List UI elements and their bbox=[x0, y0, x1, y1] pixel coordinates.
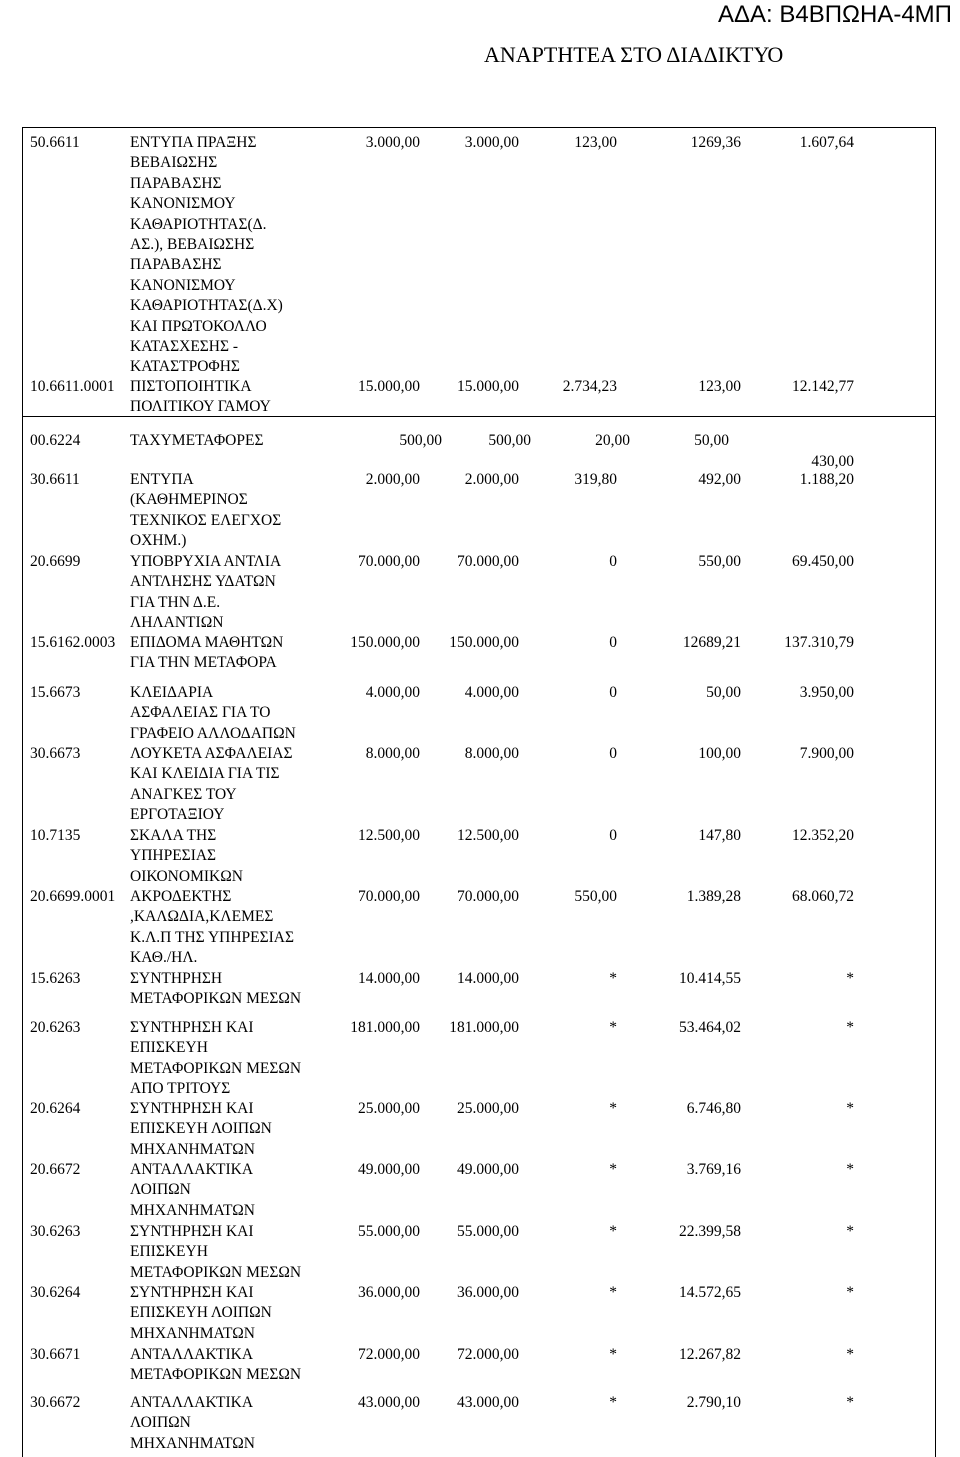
row-amount-v1: 36.000,00 bbox=[358, 1284, 420, 1301]
row-description-line: Κ.Λ.Π ΤΗΣ ΥΠΗΡΕΣΙΑΣ bbox=[130, 928, 295, 946]
row-description-line: ΟΙΚΟΝΟΜΙΚΩΝ bbox=[130, 867, 243, 885]
row-amount-v5: * bbox=[846, 1100, 854, 1117]
row-amount-v5: * bbox=[846, 1394, 854, 1411]
row-amount-v1: 70.000,00 bbox=[358, 888, 420, 905]
row-description-line: ΚΑΝΟΝΙΣΜΟΥ bbox=[130, 276, 236, 294]
row-amount-v1: 2.000,00 bbox=[365, 471, 420, 488]
row-description-line: ΕΝΤΥΠΑ bbox=[130, 471, 194, 488]
row-amount-v4: 10.414,55 bbox=[679, 970, 741, 987]
row-description-line: ΣΥΝΤΗΡΗΣΗ ΚΑΙ bbox=[130, 1019, 254, 1036]
row-description-line: ΟΧΗΜ.) bbox=[130, 532, 187, 550]
row-amount-v1: 12.500,00 bbox=[358, 827, 420, 844]
row-amount-v3: 2.734,23 bbox=[562, 378, 617, 395]
row-description-line: ΚΑΙ ΠΡΩΤΟΚΟΛΛΟ bbox=[130, 317, 267, 335]
row-amount-v5: 12.142,77 bbox=[792, 378, 854, 395]
row-code: 30.6264 bbox=[30, 1284, 81, 1301]
row-amount-v1: 500,00 bbox=[399, 432, 442, 449]
row-description-line: ΛΟΥΚΕΤΑ ΑΣΦΑΛΕΙΑΣ bbox=[130, 745, 293, 762]
row-code: 15.6673 bbox=[30, 684, 81, 701]
row-description-line: ΜΕΤΑΦΟΡΙΚΩΝ ΜΕΣΩΝ bbox=[130, 1263, 302, 1281]
row-amount-v2: 25.000,00 bbox=[457, 1100, 519, 1117]
row-description-line: ΜΗΧΑΝΗΜΑΤΩΝ bbox=[130, 1324, 255, 1342]
row-amount-v3: 0 bbox=[609, 745, 617, 762]
row-code: 20.6699 bbox=[30, 553, 81, 570]
row-description-line: ΜΗΧΑΝΗΜΑΤΩΝ bbox=[130, 1140, 255, 1158]
row-description-line: ΣΥΝΤΗΡΗΣΗ bbox=[130, 970, 223, 987]
row-amount-v1: 15.000,00 bbox=[358, 378, 420, 395]
row-code: 20.6699.0001 bbox=[30, 888, 116, 905]
row-amount-v5: * bbox=[846, 1019, 854, 1036]
row-code: 20.6672 bbox=[30, 1161, 81, 1178]
row-description-line: ΣΥΝΤΗΡΗΣΗ ΚΑΙ bbox=[130, 1100, 254, 1117]
row-description-line: ΠΟΛΙΤΙΚΟΥ ΓΑΜΟΥ bbox=[130, 398, 271, 416]
row-amount-v2: 15.000,00 bbox=[457, 378, 519, 395]
row-amount-v1: 55.000,00 bbox=[358, 1223, 420, 1240]
row-amount-v2: 8.000,00 bbox=[464, 745, 519, 762]
row-description-line: ΚΑΘΑΡΙΟΤΗΤΑΣ(Δ. bbox=[130, 215, 267, 233]
row-code: 30.6263 bbox=[30, 1223, 81, 1240]
row-amount-v3: 0 bbox=[609, 553, 617, 570]
row-amount-v4: 2.790,10 bbox=[686, 1394, 741, 1411]
row-amount-v4: 1269,36 bbox=[690, 134, 741, 151]
row-amount-v1: 72.000,00 bbox=[358, 1346, 420, 1363]
row-amount-v3: 20,00 bbox=[595, 432, 630, 449]
row-amount-v5: 3.950,00 bbox=[799, 684, 854, 701]
row-description-line: ΑΝΤΑΛΛΑΚΤΙΚΑ bbox=[130, 1394, 254, 1411]
row-amount-v4: 53.464,02 bbox=[679, 1019, 741, 1036]
row-code: 30.6672 bbox=[30, 1394, 81, 1411]
row-description-line: ΥΠΟΒΡΥΧΙΑ ΑΝΤΛΙΑ bbox=[130, 553, 282, 570]
row-amount-v2: 36.000,00 bbox=[457, 1284, 519, 1301]
row-description-line: ΠΙΣΤΟΠΟΙΗΤΙΚΑ bbox=[130, 378, 252, 395]
row-amount-v3: * bbox=[609, 1161, 617, 1178]
row-amount-v3: * bbox=[609, 970, 617, 987]
row-amount-v4: 14.572,65 bbox=[679, 1284, 741, 1301]
row-amount-v5: * bbox=[846, 1284, 854, 1301]
ada-code: ΑΔΑ: Β4ΒΠΩΗΑ-4ΜΠ bbox=[717, 1, 952, 28]
row-amount-v5: 12.352,20 bbox=[792, 827, 854, 844]
row-amount-v3: * bbox=[609, 1223, 617, 1240]
row-amount-v4: 12689,21 bbox=[682, 634, 741, 651]
row-amount-v1: 70.000,00 bbox=[358, 553, 420, 570]
row-description-line: ΕΠΙΣΚΕΥΗ ΛΟΙΠΩΝ bbox=[130, 1304, 272, 1322]
row-description-line: ΓΡΑΦΕΙΟ ΑΛΛΟΔΑΠΩΝ bbox=[130, 724, 296, 742]
row-amount-v1: 49.000,00 bbox=[358, 1161, 420, 1178]
row-amount-v2: 500,00 bbox=[488, 432, 531, 449]
row-code: 10.6611.0001 bbox=[30, 378, 115, 395]
row-amount-v5: 1.607,64 bbox=[799, 134, 854, 151]
row-amount-v5: * bbox=[846, 1161, 854, 1178]
row-description-line: ΚΑΘΑΡΙΟΤΗΤΑΣ(Δ.Χ) bbox=[130, 297, 283, 315]
row-amount-v2: 43.000,00 bbox=[457, 1394, 519, 1411]
row-amount-v1: 43.000,00 bbox=[358, 1394, 420, 1411]
row-amount-v1: 181.000,00 bbox=[350, 1019, 420, 1036]
row-description-line: (ΚΑΘΗΜΕΡΙΝΟΣ bbox=[130, 491, 248, 509]
row-description-line: ΑΝΑΓΚΕΣ ΤΟΥ bbox=[130, 785, 237, 803]
row-amount-v3: * bbox=[609, 1284, 617, 1301]
row-amount-v2: 70.000,00 bbox=[457, 553, 519, 570]
row-amount-v3: 0 bbox=[609, 827, 617, 844]
row-description-line: ΑΝΤΑΛΛΑΚΤΙΚΑ bbox=[130, 1161, 254, 1178]
row-description-line: ΚΛΕΙΔΑΡΙΑ bbox=[130, 684, 214, 701]
row-description-line: ΕΠΙΣΚΕΥΗ ΛΟΙΠΩΝ bbox=[130, 1120, 272, 1138]
row-description-line: ΑΣΦΑΛΕΙΑΣ ΓΙΑ ΤΟ bbox=[130, 704, 271, 722]
row-amount-v5: * bbox=[846, 1223, 854, 1240]
row-description-line: ΕΝΤΥΠΑ ΠΡΑΞΗΣ bbox=[130, 134, 257, 151]
row-description-line: ΚΑΝΟΝΙΣΜΟΥ bbox=[130, 195, 236, 213]
row-description-line: ΜΗΧΑΝΗΜΑΤΩΝ bbox=[130, 1434, 255, 1452]
row-code: 10.7135 bbox=[30, 827, 81, 844]
row-description-line: ΕΡΓΟΤΑΞΙΟΥ bbox=[130, 806, 225, 824]
row-amount-v3: * bbox=[609, 1019, 617, 1036]
row-amount-v2: 181.000,00 bbox=[449, 1019, 519, 1036]
row-amount-v3: 123,00 bbox=[574, 134, 617, 151]
row-description-line: ΣΚΑΛΑ ΤΗΣ bbox=[130, 827, 217, 844]
row-description-line: ΓΙΑ ΤΗΝ ΜΕΤΑΦΟΡΑ bbox=[130, 654, 277, 672]
row-amount-v4: 6.746,80 bbox=[686, 1100, 741, 1117]
row-description-line: ΛΟΙΠΩΝ bbox=[130, 1181, 191, 1199]
row-amount-v4: 1.389,28 bbox=[686, 888, 741, 905]
row-amount-v4: 550,00 bbox=[698, 553, 741, 570]
row-amount-v4: 492,00 bbox=[698, 471, 741, 488]
row-description-line: ΑΝΤΛΗΣΗΣ ΥΔΑΤΩΝ bbox=[130, 573, 276, 591]
table-right-border bbox=[935, 127, 936, 1457]
row-amount-v5: 137.310,79 bbox=[784, 634, 854, 651]
row-description-line: ΜΕΤΑΦΟΡΙΚΩΝ ΜΕΣΩΝ bbox=[130, 1366, 302, 1384]
row-amount-v4: 123,00 bbox=[698, 378, 741, 395]
row-description-line: ΑΠΟ ΤΡΙΤΟΥΣ bbox=[130, 1080, 231, 1098]
row-amount-v5: * bbox=[846, 970, 854, 987]
row-amount-v4: 100,00 bbox=[698, 745, 741, 762]
row-amount-v4: 12.267,82 bbox=[679, 1346, 741, 1363]
row-amount-v1: 3.000,00 bbox=[365, 134, 420, 151]
row-amount-v5: 69.450,00 bbox=[792, 553, 854, 570]
row-code: 50.6611 bbox=[30, 134, 80, 151]
row-description-line: ΛΟΙΠΩΝ bbox=[130, 1414, 191, 1432]
row-code: 15.6162.0003 bbox=[30, 634, 116, 651]
posting-notice: ΑΝΑΡΤΗΤΕΑ ΣΤΟ ΔΙΑΔΙΚΤΥΟ bbox=[484, 42, 784, 67]
row-description-line: ΚΑΘ./ΗΛ. bbox=[130, 949, 198, 967]
row-amount-v2: 49.000,00 bbox=[457, 1161, 519, 1178]
row-amount-v3: 319,80 bbox=[574, 471, 617, 488]
row-code: 30.6673 bbox=[30, 745, 81, 762]
row-amount-v1: 14.000,00 bbox=[358, 970, 420, 987]
row-description-line: ΑΝΤΑΛΛΑΚΤΙΚΑ bbox=[130, 1346, 254, 1363]
row-code: 15.6263 bbox=[30, 970, 81, 987]
row-code: 30.6611 bbox=[30, 471, 80, 488]
row-description-line: ΕΠΙΣΚΕΥΗ bbox=[130, 1039, 208, 1057]
row-amount-v2: 14.000,00 bbox=[457, 970, 519, 987]
row-description-line: ΑΚΡΟΔΕΚΤΗΣ bbox=[130, 888, 232, 905]
row-amount-v3: 0 bbox=[609, 634, 617, 651]
row-amount-v4: 22.399,58 bbox=[679, 1223, 741, 1240]
row-description-line: ΕΠΙΣΚΕΥΗ bbox=[130, 1243, 208, 1261]
row-amount-v1: 25.000,00 bbox=[358, 1100, 420, 1117]
table-left-border bbox=[22, 127, 23, 1457]
row-amount-v3: * bbox=[609, 1100, 617, 1117]
row-description-line: ΤΕΧΝΙΚΟΣ ΕΛΕΓΧΟΣ bbox=[130, 511, 282, 529]
row-code: 20.6263 bbox=[30, 1019, 81, 1036]
row-description-line: ΤΑΧΥΜΕΤΑΦΟΡΕΣ bbox=[130, 432, 264, 449]
row-description-line: ΜΗΧΑΝΗΜΑΤΩΝ bbox=[130, 1201, 255, 1219]
row-description-line: ΜΕΤΑΦΟΡΙΚΩΝ ΜΕΣΩΝ bbox=[130, 990, 302, 1008]
row-amount-v2: 150.000,00 bbox=[449, 634, 519, 651]
row-amount-v3: * bbox=[609, 1346, 617, 1363]
row-amount-v1: 150.000,00 bbox=[350, 634, 420, 651]
row-amount-v5: 430,00 bbox=[811, 453, 854, 470]
row-amount-v4: 50,00 bbox=[706, 684, 741, 701]
row-amount-v2: 4.000,00 bbox=[464, 684, 519, 701]
row-amount-v3: 0 bbox=[609, 684, 617, 701]
row-amount-v3: 550,00 bbox=[574, 888, 617, 905]
table-top-border bbox=[22, 127, 936, 128]
row-code: 20.6264 bbox=[30, 1100, 81, 1117]
row-description-line: ΚΑΤΑΣΤΡΟΦΗΣ bbox=[130, 358, 240, 376]
row-amount-v2: 12.500,00 bbox=[457, 827, 519, 844]
row-amount-v4: 50,00 bbox=[694, 432, 729, 449]
row-description-line: ΑΣ.), ΒΕΒΑΙΩΣΗΣ bbox=[130, 236, 255, 253]
row-amount-v5: 68.060,72 bbox=[792, 888, 854, 905]
row-amount-v2: 72.000,00 bbox=[457, 1346, 519, 1363]
row-description-line: ΣΥΝΤΗΡΗΣΗ ΚΑΙ bbox=[130, 1223, 254, 1240]
row-description-line: ΓΙΑ ΤΗΝ Δ.Ε. bbox=[130, 593, 221, 611]
row-amount-v4: 147,80 bbox=[698, 827, 741, 844]
row-description-line: ΣΥΝΤΗΡΗΣΗ ΚΑΙ bbox=[130, 1284, 254, 1301]
row-amount-v2: 2.000,00 bbox=[464, 471, 519, 488]
row-description-line: ΕΠΙΔΟΜΑ ΜΑΘΗΤΩΝ bbox=[130, 634, 284, 651]
row-description-line: ,ΚΑΛΩΔΙΑ,ΚΛΕΜΕΣ bbox=[130, 908, 274, 926]
row-description-line: ΜΕΤΑΦΟΡΙΚΩΝ ΜΕΣΩΝ bbox=[130, 1059, 302, 1077]
row-amount-v1: 8.000,00 bbox=[365, 745, 420, 762]
row-amount-v5: * bbox=[846, 1346, 854, 1363]
row-code: 00.6224 bbox=[30, 432, 81, 449]
row-description-line: ΠΑΡΑΒΑΣΗΣ bbox=[130, 256, 222, 274]
row-description-line: ΠΑΡΑΒΑΣΗΣ bbox=[130, 174, 222, 192]
row-description-line: ΥΠΗΡΕΣΙΑΣ bbox=[130, 847, 217, 865]
row-description-line: ΛΗΛΑΝΤΙΩΝ bbox=[130, 614, 224, 632]
row-description-line: ΒΕΒΑΙΩΣΗΣ bbox=[130, 154, 218, 172]
row-amount-v4: 3.769,16 bbox=[686, 1161, 741, 1178]
row-description-line: ΚΑΙ ΚΛΕΙΔΙΑ ΓΙΑ ΤΙΣ bbox=[130, 765, 280, 783]
row-code: 30.6671 bbox=[30, 1346, 81, 1363]
row-amount-v2: 55.000,00 bbox=[457, 1223, 519, 1240]
row-description-line: ΚΑΤΑΣΧΕΣΗΣ - bbox=[130, 338, 239, 355]
row-amount-v2: 3.000,00 bbox=[464, 134, 519, 151]
row-amount-v1: 4.000,00 bbox=[365, 684, 420, 701]
row-amount-v5: 1.188,20 bbox=[799, 471, 854, 488]
row-amount-v5: 7.900,00 bbox=[799, 745, 854, 762]
row-amount-v3: * bbox=[609, 1394, 617, 1411]
row-amount-v2: 70.000,00 bbox=[457, 888, 519, 905]
